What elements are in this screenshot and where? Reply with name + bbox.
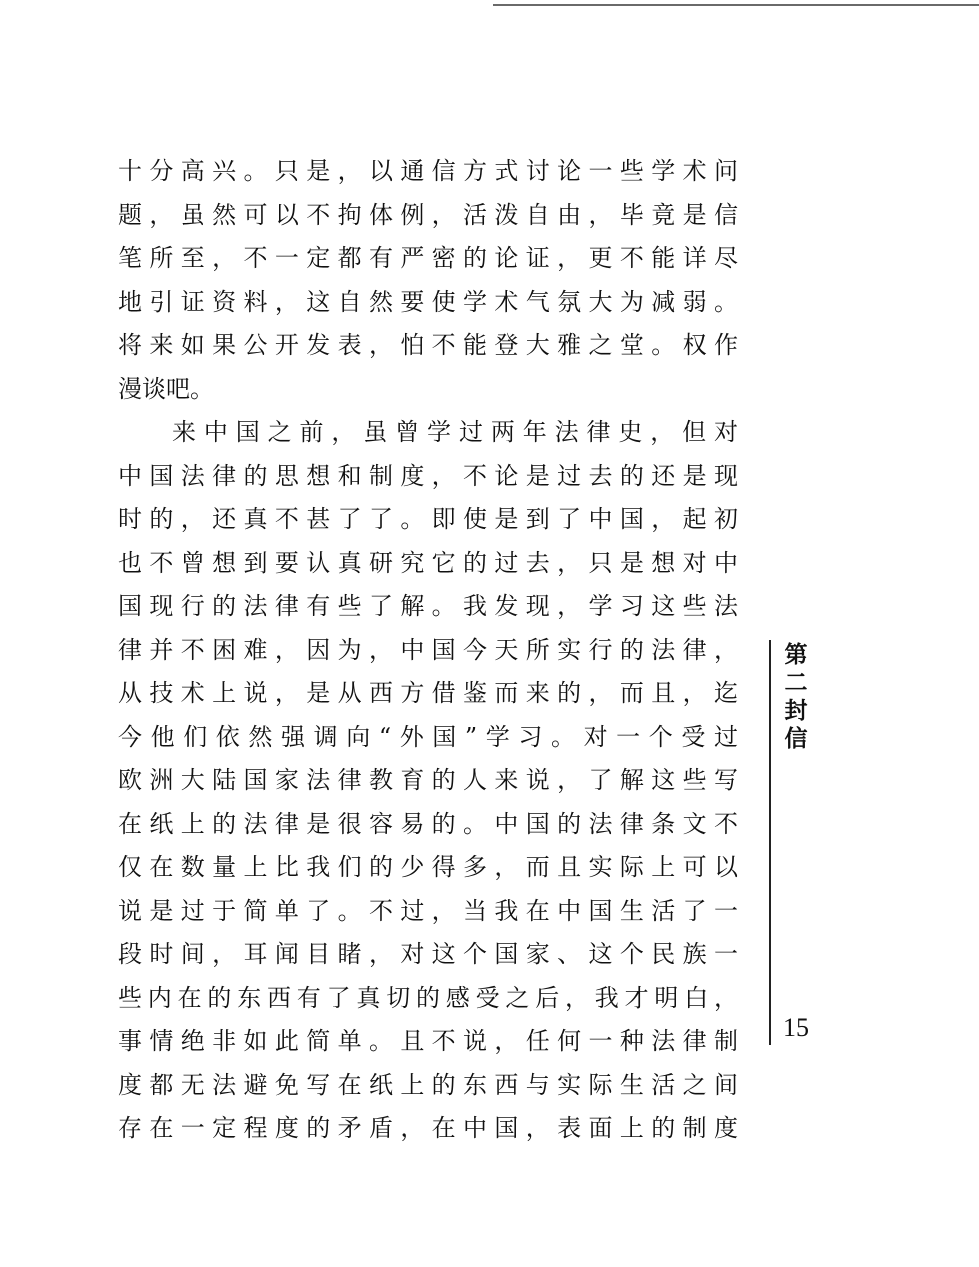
page-number: 15 (783, 1013, 809, 1042)
text-line: 将来如果公开发表，怕不能登大雅之堂。权作 (118, 331, 738, 359)
text-line: 欧洲大陆国家法律教育的人来说，了解这些写 (118, 766, 738, 794)
text-line: 律并不困难，因为，中国今天所实行的法律， (118, 635, 738, 664)
chapter-label: 第二封信 (784, 642, 808, 752)
text-line: 时的，还真不甚了了。即使是到了中国，起初 (118, 505, 738, 533)
text-line: 段时间，耳闻目睹，对这个国家、这个民族一 (118, 940, 738, 968)
top-rule (493, 4, 979, 6)
text-line: 说是过于简单了。不过，当我在中国生活了一 (118, 896, 738, 925)
text-line: 从技术上说，是从西方借鉴而来的，而且，迄 (118, 679, 738, 707)
text-line: 存在一定程度的矛盾，在中国，表面上的制度 (118, 1114, 738, 1142)
text-line: 度都无法避免写在纸上的东西与实际生活之间 (118, 1070, 738, 1099)
text-line: 中国法律的思想和制度，不论是过去的还是现 (118, 461, 738, 490)
text-line: 笔所至，不一定都有严密的论证，更不能详尽 (118, 244, 738, 272)
text-line: 仅在数量上比我们的少得多，而且实际上可以 (118, 853, 738, 881)
text-line: 漫谈吧。 (118, 374, 214, 403)
margin-rule (769, 640, 771, 1045)
text-line: 今他们依然强调向“外国”学习。对一个受过 (118, 722, 738, 751)
text-line: 国现行的法律有些了解。我发现，学习这些法 (118, 592, 738, 620)
text-line: 事情绝非如此简单。且不说，任何一种法律制 (118, 1027, 738, 1055)
paragraph-start-line: 来中国之前，虽曾学过两年法律史，但对 (172, 418, 738, 446)
text-line: 题，虽然可以不拘体例，活泼自由，毕竟是信 (118, 200, 738, 229)
text-line: 十分高兴。只是，以通信方式讨论一些学术问 (118, 157, 738, 185)
body-text (118, 150, 738, 1151)
text-line: 也不曾想到要认真研究它的过去，只是想对中 (118, 548, 738, 577)
text-line: 在纸上的法律是很容易的。中国的法律条文不 (118, 809, 738, 838)
text-line: 地引证资料，这自然要使学术气氛大为减弱。 (118, 287, 738, 316)
text-line: 些内在的东西有了真切的感受之后，我才明白， (118, 983, 738, 1012)
